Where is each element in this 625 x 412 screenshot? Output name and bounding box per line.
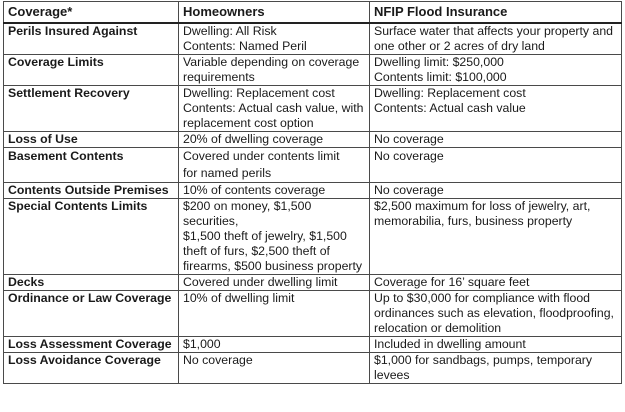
row-label: Special Contents Limits <box>4 199 179 275</box>
table-row-loss-of-use <box>4 132 622 148</box>
row-label: Ordinance or Law Coverage <box>4 291 179 337</box>
cell-line: Covered under dwelling limit <box>183 275 338 289</box>
cell-line: Contents limit: $100,000 <box>374 70 507 84</box>
table-row-loss-avoidance <box>4 353 622 384</box>
cell-line: Surface water that affects your property and <box>374 24 614 38</box>
homeowners-cell <box>179 132 370 148</box>
cell-line: requirements <box>183 70 255 84</box>
nfip-cell <box>370 148 622 183</box>
table-row-settlement-recovery <box>4 86 622 132</box>
nfip-cell <box>370 199 622 275</box>
homeowners-cell <box>179 199 370 275</box>
cell-line: 20% of dwelling coverage <box>183 132 324 146</box>
cell-line: Covered under contents limit <box>183 149 340 163</box>
header-row <box>4 2 622 24</box>
nfip-cell <box>370 337 622 353</box>
cell-line: Coverage for 16’ square feet <box>374 275 530 289</box>
cell-line: Dwelling: Replacement cost <box>183 86 335 100</box>
cell-line: relocation or demolition <box>374 321 502 335</box>
row-label: Loss Avoidance Coverage <box>4 353 179 384</box>
homeowners-cell <box>179 183 370 199</box>
cell-line: Dwelling: All Risk <box>183 24 277 38</box>
cell-line: 10% of contents coverage <box>183 183 326 197</box>
cell-line: 10% of dwelling limit <box>183 291 295 305</box>
cell-line: $1,000 <box>183 337 221 351</box>
row-label: Basement Contents <box>4 148 179 183</box>
row-label: Perils Insured Against <box>4 23 179 55</box>
table-row-perils <box>4 23 622 55</box>
nfip-cell <box>370 183 622 199</box>
homeowners-cell <box>179 353 370 384</box>
table-header <box>4 2 622 24</box>
nfip-cell <box>370 132 622 148</box>
table-row-loss-assessment <box>4 337 622 353</box>
table-row-ordinance <box>4 291 622 337</box>
cell-line: replacement cost option <box>183 116 314 130</box>
homeowners-cell <box>179 86 370 132</box>
table-body <box>4 23 622 384</box>
cell-line: Included in dwelling amount <box>374 337 526 351</box>
cell-line: No coverage <box>183 353 253 367</box>
row-label: Loss Assessment Coverage <box>4 337 179 353</box>
row-label: Contents Outside Premises <box>4 183 179 199</box>
header-homeowners: Homeowners <box>179 2 370 24</box>
nfip-cell <box>370 353 622 384</box>
row-label: Decks <box>4 275 179 291</box>
cell-line: $1,500 theft of jewelry, $1,500 <box>183 229 347 243</box>
cell-line: memorabilia, furs, business property <box>374 214 573 228</box>
cell-line: Up to $30,000 for compliance with flood <box>374 291 591 305</box>
cell-line: Contents: Actual cash value <box>374 101 526 115</box>
nfip-cell <box>370 275 622 291</box>
header-coverage: Coverage* <box>4 2 179 24</box>
homeowners-cell <box>179 148 370 183</box>
row-label: Settlement Recovery <box>4 86 179 132</box>
homeowners-cell <box>179 55 370 86</box>
cell-line: $2,500 maximum for loss of jewelry, art, <box>374 199 591 213</box>
cell-line: ordinances such as elevation, floodproofing, <box>374 306 614 320</box>
cell-line: Dwelling limit: $250,000 <box>374 55 504 69</box>
cell-line: for named perils <box>183 166 272 180</box>
cell-line: No coverage <box>374 132 444 146</box>
cell-line: No coverage <box>374 183 444 197</box>
table-row-decks <box>4 275 622 291</box>
header-nfip: NFIP Flood Insurance <box>370 2 622 24</box>
homeowners-cell <box>179 291 370 337</box>
cell-line: firearms, $500 business property <box>183 259 363 273</box>
table-row-contents-outside <box>4 183 622 199</box>
cell-line: No coverage <box>374 149 444 163</box>
cell-line: Contents: Named Peril <box>183 39 307 53</box>
homeowners-cell <box>179 23 370 55</box>
cell-line: $1,000 for sandbags, pumps, temporary levees <box>374 353 593 382</box>
coverage-comparison-table <box>3 1 622 384</box>
table-row-coverage-limits <box>4 55 622 86</box>
cell-line: Dwelling: Replacement cost <box>374 86 526 100</box>
cell-line: Contents: Actual cash value, with <box>183 101 364 115</box>
row-label: Loss of Use <box>4 132 179 148</box>
homeowners-cell <box>179 275 370 291</box>
nfip-cell <box>370 291 622 337</box>
cell-line: theft of furs, $2,500 theft of <box>183 244 330 258</box>
nfip-cell <box>370 55 622 86</box>
homeowners-cell <box>179 337 370 353</box>
cell-line: one other or 2 acres of dry land <box>374 39 545 53</box>
row-label: Coverage Limits <box>4 55 179 86</box>
table-row-basement-contents <box>4 148 622 183</box>
nfip-cell <box>370 86 622 132</box>
nfip-cell <box>370 23 622 55</box>
cell-line: $200 on money, $1,500 securities, <box>183 199 312 228</box>
cell-line: Variable depending on coverage <box>183 55 360 69</box>
table-row-special-contents <box>4 199 622 275</box>
